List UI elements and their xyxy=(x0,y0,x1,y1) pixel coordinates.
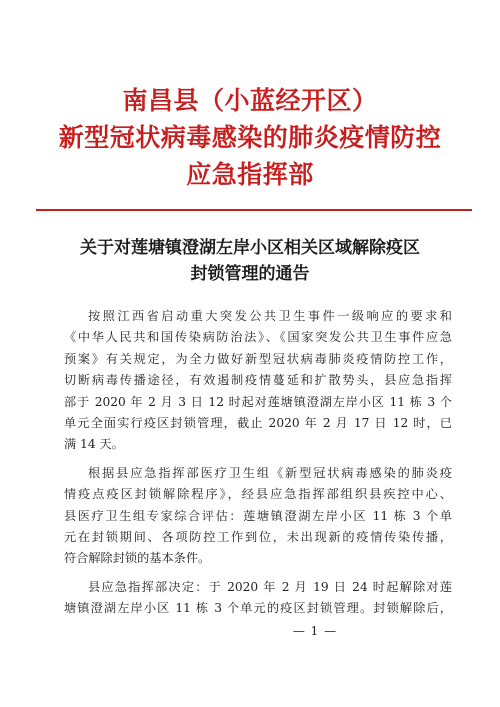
page-number: — 1 — xyxy=(292,624,338,638)
paragraph-line: 按照江西省启动重大突发公共卫生事件一级响应的要求和 xyxy=(88,309,452,323)
body-paragraph-2 xyxy=(64,463,452,570)
notice-title-line-1: 关于对莲塘镇澄湖左岸小区相关区域解除疫区 xyxy=(80,238,420,258)
paragraph-line: 预案》有关规定，为全力做好新型冠状病毒肺炎疫情防控工作， xyxy=(64,351,452,366)
paragraph-line: 元在封锁期间、各项防控工作到位，未出现新的疫情传染传播， xyxy=(64,530,452,545)
paragraph-line: 县应急指挥部决定：于 2020 年 2 月 19 日 24 时起解除对莲 xyxy=(88,579,452,594)
notice-body xyxy=(64,306,452,627)
issuing-authority-header xyxy=(0,82,500,193)
body-paragraph-1 xyxy=(64,306,452,456)
paragraph-line: 满 14 天。 xyxy=(64,437,124,452)
paragraph-line: 县医疗卫生组专家综合评估：莲塘镇澄湖左岸小区 11 栋 3 个单 xyxy=(64,508,452,523)
paragraph-line: 情疫点疫区封锁解除程序》，经县应急指挥部组织县疾控中心、 xyxy=(64,487,452,502)
paragraph-line: 单元全面实行疫区封锁管理，截止 2020 年 2 月 17 日 12 时，已 xyxy=(64,416,452,431)
paragraph-line: 《中华人民共和国传染病防治法》、《国家突发公共卫生事件应急 xyxy=(64,330,452,345)
header-line-3: 应急指挥部 xyxy=(186,160,314,189)
paragraph-line: 符合解除封锁的基本条件。 xyxy=(64,551,211,566)
header-line-2: 新型冠状病毒感染的肺炎疫情防控 xyxy=(58,123,442,152)
paragraph-line: 部于 2020 年 2 月 3 日 12 时起对莲塘镇澄湖左岸小区 11 栋 3 个 xyxy=(64,394,452,409)
paragraph-line: 根据县应急指挥部医疗卫生组《新型冠状病毒感染的肺炎疫 xyxy=(88,465,452,480)
notice-title xyxy=(0,235,500,287)
notice-title-line-2: 封锁管理的通告 xyxy=(190,264,310,284)
paragraph-line: 塘镇澄湖左岸小区 11 栋 3 个单元的疫区封锁管理。封锁解除后， xyxy=(64,601,452,616)
header-line-1: 南昌县（小蓝经开区） xyxy=(122,86,378,115)
body-paragraph-3 xyxy=(64,577,452,620)
paragraph-line: 切断病毒传播途径，有效遏制疫情蔓延和扩散势头，县应急指挥 xyxy=(64,373,452,388)
red-divider-line xyxy=(36,209,472,211)
